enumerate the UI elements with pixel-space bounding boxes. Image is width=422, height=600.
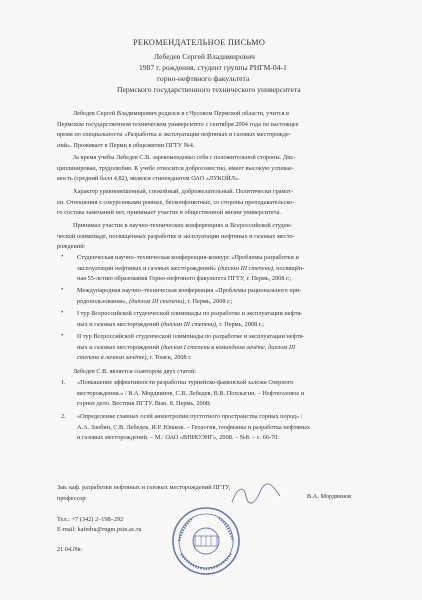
- paragraph-study: [57, 153, 375, 185]
- conference-item-2: [77, 286, 301, 307]
- text-line: Лебедев Сергей Владимирович родился в г.Чусовом Пермской области, учится в: [73, 110, 289, 117]
- text-line: Студенческая научно–техническая конференция-конкурс «Проблемы разработки и: [77, 254, 299, 261]
- paragraph-bio: [57, 109, 375, 152]
- text-line: «Определение главных осей анизотропии пустотного пространства горных пород» /: [77, 413, 303, 420]
- signatory-position: Зав. каф. разработки нефтяных и газовых месторождений ПГТУ,: [57, 484, 231, 491]
- olympiad-item-1: [77, 309, 302, 330]
- text-line: ных и газовых месторождений: [77, 320, 161, 328]
- text-line: го состава замечаний нет, принимает участие в общественной жизни университета.: [57, 209, 281, 217]
- text-line: ная 55-летию образования Горно-нефтяного факультета ПГТУ, г. Пермь, 2008 г.;: [77, 275, 292, 283]
- text-line: горное дело. Вестник ПГТУ. Вып. 8. Пермь, 2008;: [77, 400, 211, 408]
- text-line: ен. Отношения с сокурсниками ровные, бесконфликтные, со стороны преподавательско-: [57, 198, 295, 206]
- text-line: родопользования»,: [77, 297, 130, 305]
- articles-intro: Лебедев С.В. является соавтором двух статей:: [73, 368, 197, 375]
- article-2: [77, 412, 310, 444]
- text-line: Международная научно–техническая конференция «Проблемы рационального при-: [77, 287, 302, 294]
- text-line: рождений:: [57, 243, 86, 251]
- email-address: E-mail: kafedra@rngm.pstu.ac.ru: [57, 526, 142, 533]
- faculty-line: горно-нефтяного факультета: [157, 74, 250, 83]
- bullet-mark: •: [61, 309, 64, 316]
- article-number: 1.: [61, 379, 66, 386]
- conference-item-1: [77, 253, 304, 285]
- text-line: Характер уравновешенный, спокойный, доброжелательный. Политически грамот-: [73, 188, 294, 195]
- letter-title: РЕКОМЕНДАТЕЛЬНОЕ ПИСЬМО: [133, 38, 266, 47]
- diploma-label: степени в личном зачёте): [77, 354, 147, 362]
- text-line: За время учебы Лебедев С.В. зарекомендовал себя с положительной стороны. Дис-: [73, 154, 296, 161]
- university-stamp-icon: [171, 506, 241, 576]
- text-line: , г. Томск, 2008 г.: [146, 354, 192, 362]
- text-line: , посвящён-: [272, 264, 305, 272]
- bullet-mark: •: [61, 332, 64, 339]
- signatory-title: профессор: [57, 495, 86, 502]
- paragraph-conferences: [57, 221, 375, 253]
- text-line: эксплуатации нефтяных и газовых месторождений»: [77, 264, 218, 272]
- paragraph-character: [57, 187, 375, 219]
- text-line: , г. Пермь, 2008 г.;: [184, 297, 233, 305]
- text-line: II тур Всероссийской студенческой олимпиады по разработке и эксплуатации нефтя-: [77, 333, 305, 340]
- article-number: 2.: [61, 413, 66, 420]
- student-name: Лебедев Сергей Владимирович: [154, 52, 255, 61]
- olympiad-item-2: [77, 332, 305, 364]
- text-line: циплинирован, трудолюбив. К учебе относится добросовестно, имеет высокую успевае-: [57, 164, 294, 172]
- text-line: и газовых месторождений. – М.: ОАО «ВНИОЭНГ», 2008. – №8. – с. 66-70.: [77, 434, 280, 442]
- text-line: ний». Проживает в Перми в общежитии ПГТУ №4.: [57, 142, 195, 150]
- diploma-label: (диплом I степени в командном зачёте, диплом III: [160, 343, 296, 351]
- text-line: «Повышение эффективности разработки турнейско-фаменской залежи Озерного: [77, 379, 294, 386]
- university-line: Пермского государственного технического университета: [117, 85, 301, 94]
- text-line: мость (средний балл 4,82), являлся стипендиатом ОАО «ЛУКОЙЛ».: [57, 175, 240, 183]
- bullet-mark: •: [61, 253, 64, 260]
- diploma-label: (диплом III степени): [160, 320, 217, 328]
- signatory-name: В.А. Мордвинов: [307, 493, 352, 500]
- text-line: Принимал участие в научно-технических конференциях и Всероссийской студен-: [73, 222, 293, 229]
- article-1: [77, 378, 304, 410]
- text-line: время по специальности «Разработка и эксплуатация нефтяных и газовых месторожде-: [57, 131, 291, 139]
- student-info: 1987 г. рождения, студент группы РНГМ-04-1: [139, 63, 287, 72]
- text-line: месторождения.» / В.А. Мордвинов, С.В. Лебедев, В.В. Поплыгин. – Нефтегазовое и: [77, 389, 305, 397]
- diploma-label: (диплом III степени): [217, 264, 273, 272]
- text-line: А.А. Злобин, С.В. Лебедев, И.Р. Юшков. – Геология, геофизика и разработка нефтяных: [77, 423, 311, 431]
- text-line: I тур Всероссийской студенческой олимпиады по разработке и эксплуатации нефтя-: [77, 310, 303, 317]
- handwritten-signature: [228, 480, 288, 510]
- letter-date: 21.04.09г.: [57, 546, 83, 553]
- phone-number: Тел.: +7 (342) 2–198–292: [57, 516, 124, 523]
- text-line: , г. Пермь, 2008 г.;: [216, 320, 265, 328]
- text-line: Пермском государственном техническом университете с сентября 2004 года по настоящее: [57, 120, 299, 128]
- text-line: ных и газовых месторождений: [77, 343, 161, 351]
- bullet-mark: •: [61, 286, 64, 293]
- diploma-label: (диплом III степени): [129, 297, 185, 305]
- text-line: ческой олимпиаде, посвященных разработке и эксплуатации нефтяных и газовых место-: [57, 232, 295, 240]
